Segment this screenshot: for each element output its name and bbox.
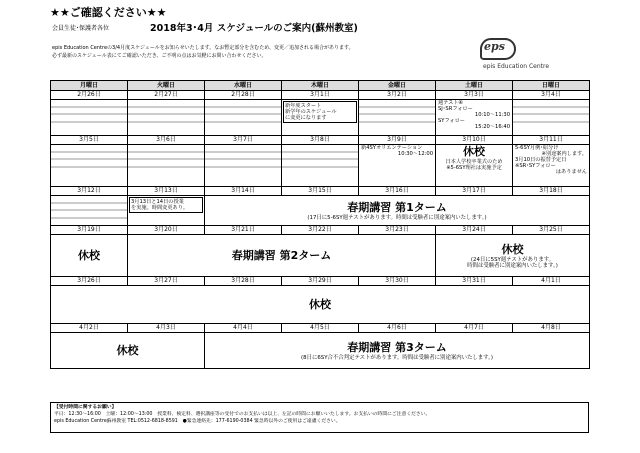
date-cell: 3月11日	[513, 136, 590, 145]
day-content	[51, 145, 128, 187]
date-cell: 3月16日	[359, 187, 436, 196]
closed-label: 休校	[501, 242, 524, 256]
day-content: 休校 日本人学校卒業式のため ※5-6SY理社は実施予定	[436, 145, 513, 187]
date-cell: 4月5日	[282, 324, 359, 333]
term-note: (17日に5-6SY週テストがあります。時間は受験者に別途案内いたします。)	[307, 214, 487, 221]
intro-line-1: epis Education Centreの3/4月度スケジュールをお知らせいたします。なお暫定部分を含むため、変更／追加される場合があります。	[52, 45, 354, 51]
day-content: 5-6SY月例･紹分け ※別途案内します。 3月10日の振替予定日 ※SR･SYフォロー はありません	[513, 145, 590, 187]
date-cell: 3月18日	[513, 187, 590, 196]
day-content	[282, 145, 359, 187]
term-title: 春期講習 第2ターム	[231, 248, 332, 262]
page-title: 2018年3･4月 スケジュールのご案内(蘇州教室)	[150, 23, 358, 34]
day-content	[513, 100, 590, 136]
date-cell: 4月6日	[359, 324, 436, 333]
date-cell: 3月4日	[513, 91, 590, 100]
date-cell: 3月26日	[51, 277, 128, 286]
date-cell: 3月5日	[51, 136, 128, 145]
weekday-header: 火曜日	[128, 81, 205, 91]
date-cell: 4月4日	[205, 324, 282, 333]
weekday-header: 月曜日	[51, 81, 128, 91]
weekend-closed-cell: 休校 (24日に5SY週テストがあります。 時間は受験者に別途案内いたします。)	[436, 235, 590, 277]
day-content	[128, 196, 205, 226]
spring-term-1	[205, 196, 590, 226]
date-cell: 3月20日	[128, 226, 205, 235]
logo-text: eps	[484, 40, 505, 53]
footer-hours: 平日：12:30～16:00 土曜：12:00～13:00 授業料、検定料、選択講座等の受付でのお支払いは以上、左記の時間にお願いいたします。お支払いの時間にご注意ください。	[54, 412, 431, 417]
date-cell: 3月19日	[51, 226, 128, 235]
date-cell: 3月15日	[282, 187, 359, 196]
schedule-calendar	[50, 80, 590, 369]
date-cell: 3月9日	[359, 136, 436, 145]
day-content	[205, 100, 282, 136]
day-content	[51, 196, 128, 226]
day-content	[128, 145, 205, 187]
weekday-header: 金曜日	[359, 81, 436, 91]
weekday-header: 木曜日	[282, 81, 359, 91]
weekday-header: 水曜日	[205, 81, 282, 91]
date-cell: 4月7日	[436, 324, 513, 333]
date-cell: 3月3日	[436, 91, 513, 100]
date-cell: 3月8日	[282, 136, 359, 145]
closed-label: 休校	[309, 297, 331, 311]
term-title: 春期講習 第3ターム	[347, 340, 447, 354]
date-cell: 3月24日	[436, 226, 513, 235]
day-content	[128, 100, 205, 136]
date-cell: 3月25日	[513, 226, 590, 235]
day-content	[205, 145, 282, 187]
weekday-header: 日曜日	[513, 81, 590, 91]
closed-label: 休校	[78, 248, 100, 262]
date-cell: 3月13日	[128, 187, 205, 196]
footer-heading: 【受付時間に関するお願い】	[54, 405, 117, 410]
schedule-change-note: 3月13日と14日の授業 を実施。時間変更あり。	[129, 197, 203, 213]
date-cell: 4月8日	[513, 324, 590, 333]
closed-week	[51, 286, 590, 324]
date-cell: 3月23日	[359, 226, 436, 235]
date-cell: 2月27日	[128, 91, 205, 100]
date-cell: 3月1日	[282, 91, 359, 100]
date-cell: 4月3日	[128, 324, 205, 333]
day-content: 新4SYオリエンテーション 10:30～12:00	[359, 145, 436, 187]
date-cell: 2月28日	[205, 91, 282, 100]
closed-label: 休校	[463, 145, 485, 158]
logo-caption: epis Education Centre	[483, 63, 550, 70]
day-content	[359, 100, 436, 136]
closed-label: 休校	[116, 343, 139, 357]
date-cell: 3月2日	[359, 91, 436, 100]
footer-contact: epis Education Centre蘇州教室 TEL:0512-6818-8591 ●緊急連絡先：177-6190-0384 緊急時以外のご使用はご遠慮ください。	[54, 419, 341, 424]
date-cell: 3月14日	[205, 187, 282, 196]
date-cell: 3月10日	[436, 136, 513, 145]
footer-notice	[50, 402, 589, 433]
date-cell: 3月7日	[205, 136, 282, 145]
date-cell: 3月31日	[436, 277, 513, 286]
date-cell: 3月22日	[282, 226, 359, 235]
notice-title: ★★ご確認ください★★	[50, 6, 167, 19]
spring-term-3	[205, 333, 590, 369]
spring-term-2	[128, 235, 436, 277]
term-note: (8日に6SY合不合判定テストがあります。時間は受験者に別途案内いたします。)	[301, 354, 493, 361]
date-cell: 3月17日	[436, 187, 513, 196]
day-content	[51, 100, 128, 136]
term-title: 春期講習 第1ターム	[347, 200, 447, 214]
intro-line-2: 必ず最新のスケジュール表にてご確認いただき、ご不明の点はお気軽にお問い合わせください。	[52, 53, 267, 59]
weekday-header: 土曜日	[436, 81, 513, 91]
date-cell: 3月27日	[128, 277, 205, 286]
day-content: 週テスト④ SJ･SRフォロー 10:10～11:30 SYフォロー 15:20～16:40	[436, 100, 513, 136]
addressee: 会員生徒･保護者各位	[52, 25, 110, 32]
date-cell: 3月12日	[51, 187, 128, 196]
day-content	[282, 100, 359, 136]
closed-cell	[51, 235, 128, 277]
date-cell: 3月28日	[205, 277, 282, 286]
date-cell: 4月1日	[513, 277, 590, 286]
date-cell: 3月21日	[205, 226, 282, 235]
date-cell: 3月6日	[128, 136, 205, 145]
date-cell: 4月2日	[51, 324, 128, 333]
closed-cell	[51, 333, 205, 369]
date-cell: 3月30日	[359, 277, 436, 286]
date-cell: 2月26日	[51, 91, 128, 100]
date-cell: 3月29日	[282, 277, 359, 286]
new-year-note: 新年度スタート 新学年のスケジュール に変更になります	[283, 101, 357, 123]
